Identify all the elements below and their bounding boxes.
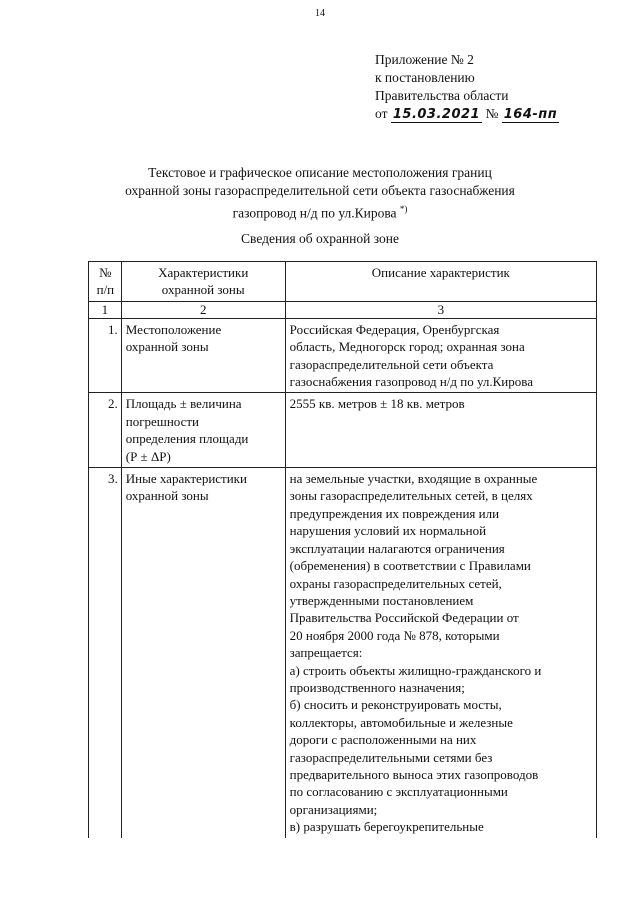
section-subtitle: Сведения об охранной зоне xyxy=(241,231,399,246)
page-number: 14 xyxy=(315,8,325,19)
row-3-description-line-18: предварительного выноса этих газопроводов xyxy=(289,766,539,782)
header-description-line-1: Описание характеристик xyxy=(371,265,510,280)
row-1-description-line-4: газоснабжения газопровод н/д по ул.Кирова xyxy=(289,374,533,390)
row-2-characteristic-line-2: погрешности xyxy=(125,413,200,429)
row-3-description-line-9: Правительства Российской Федерации от xyxy=(289,610,519,626)
row-2-characteristic-line-4: (Р ± ΔР) xyxy=(125,448,171,464)
header-num-line-1: № xyxy=(99,265,112,280)
table-column-numbers-row xyxy=(89,301,597,318)
row-1-characteristic xyxy=(121,318,285,393)
row-3-description-line-3: предупреждения их повреждения или xyxy=(289,505,500,521)
header-num-line-2: п/п xyxy=(96,282,115,298)
table-row xyxy=(89,318,597,393)
row-3-description-line-7: охраны газораспределительных сетей, xyxy=(289,575,502,591)
row-3-description-line-1: на земельные участки, входящие в охранные xyxy=(289,471,538,487)
row-3-description-line-10: 20 ноября 2000 года № 878, которыми xyxy=(289,627,500,643)
header-characteristic-line-1: Характеристики xyxy=(158,265,249,280)
row-3-description-line-14: б) сносить и реконструировать мосты, xyxy=(289,697,502,713)
row-3-description-line-2: зоны газораспределительных сетей, в целях xyxy=(289,488,533,504)
row-3-description-line-19: по согласованию с эксплуатационными xyxy=(289,784,508,800)
title-line-3-text: газопровод н/д по ул.Кирова xyxy=(232,205,397,221)
row-1-description xyxy=(285,318,596,393)
row-3-description-line-11: запрещается: xyxy=(289,645,363,661)
table-row xyxy=(89,393,597,468)
appendix-line-4 xyxy=(375,105,559,124)
appendix-number-sign: № xyxy=(485,106,499,121)
row-2-description-line-1: 2555 кв. метров ± 18 кв. метров xyxy=(289,396,465,412)
row-3-description-line-4: нарушения условий их нормальной xyxy=(289,523,487,539)
row-2-description xyxy=(285,393,596,468)
row-1-num: 1. xyxy=(89,318,122,393)
row-1-description-line-3: газораспределительной сети объекта xyxy=(289,356,494,372)
header-description xyxy=(285,262,596,302)
row-3-description-line-15: коллекторы, автомобильные и железные xyxy=(289,714,513,730)
header-num xyxy=(89,262,122,302)
row-2-characteristic-line-3: определения площади xyxy=(125,431,249,447)
appendix-line-2: к постановлению xyxy=(375,70,475,85)
title-note-mark: *) xyxy=(399,204,408,214)
header-characteristic-line-2: охранной зоны xyxy=(161,282,245,298)
row-2-characteristic xyxy=(121,393,285,468)
header-characteristic xyxy=(121,262,285,302)
row-3-characteristic-line-1: Иные характеристики xyxy=(125,471,247,487)
appendix-line-1: Приложение № 2 xyxy=(375,52,474,67)
row-3-num: 3. xyxy=(89,468,122,838)
row-1-description-line-2: область, Медногорск город; охранная зона xyxy=(289,339,525,355)
row-1-characteristic-line-1: Местоположение xyxy=(125,321,222,337)
table-row xyxy=(89,468,597,838)
row-3-description-line-5: эксплуатации налагаются ограничения xyxy=(289,540,505,556)
row-3-description xyxy=(285,468,596,838)
row-3-characteristic xyxy=(121,468,285,838)
row-1-characteristic-line-2: охранной зоны xyxy=(125,339,209,355)
column-number-1: 1 xyxy=(89,301,122,318)
appendix-line-3: Правительства области xyxy=(375,88,509,103)
appendix-date: 15.03.2021 xyxy=(392,107,481,122)
title-line-3 xyxy=(0,200,640,223)
column-number-2: 2 xyxy=(121,301,285,318)
appendix-block xyxy=(375,51,559,124)
row-3-description-line-13: производственного назначения; xyxy=(289,679,465,695)
appendix-from-label: от xyxy=(375,106,388,121)
title-line-1: Текстовое и графическое описание местоположения границ xyxy=(148,165,492,180)
row-3-description-line-6: (обременения) в соответствии с Правилами xyxy=(289,558,531,574)
row-2-num: 2. xyxy=(89,393,122,468)
document-title xyxy=(0,164,640,223)
table-header-row xyxy=(89,262,597,302)
row-3-description-line-16: дороги с расположенными на них xyxy=(289,732,477,748)
row-3-characteristic-line-2: охранной зоны xyxy=(125,488,209,504)
appendix-number: 164-пп xyxy=(503,107,558,122)
row-3-description-line-12: а) строить объекты жилищно-гражданского и xyxy=(289,662,542,678)
protection-zone-table xyxy=(88,261,597,838)
row-3-description-line-8: утвержденными постановлением xyxy=(289,592,474,608)
title-line-2: охранной зоны газораспределительной сети объекта газоснабжения xyxy=(125,183,515,198)
row-2-characteristic-line-1: Площадь ± величина xyxy=(125,396,242,412)
row-3-description-line-20: организациями; xyxy=(289,801,378,817)
row-3-description-line-21: в) разрушать берегоукрепительные xyxy=(289,819,484,835)
row-3-description-line-17: газораспределительными сетями без xyxy=(289,749,493,765)
row-1-description-line-1: Российская Федерация, Оренбургская xyxy=(289,321,500,337)
column-number-3: 3 xyxy=(285,301,596,318)
